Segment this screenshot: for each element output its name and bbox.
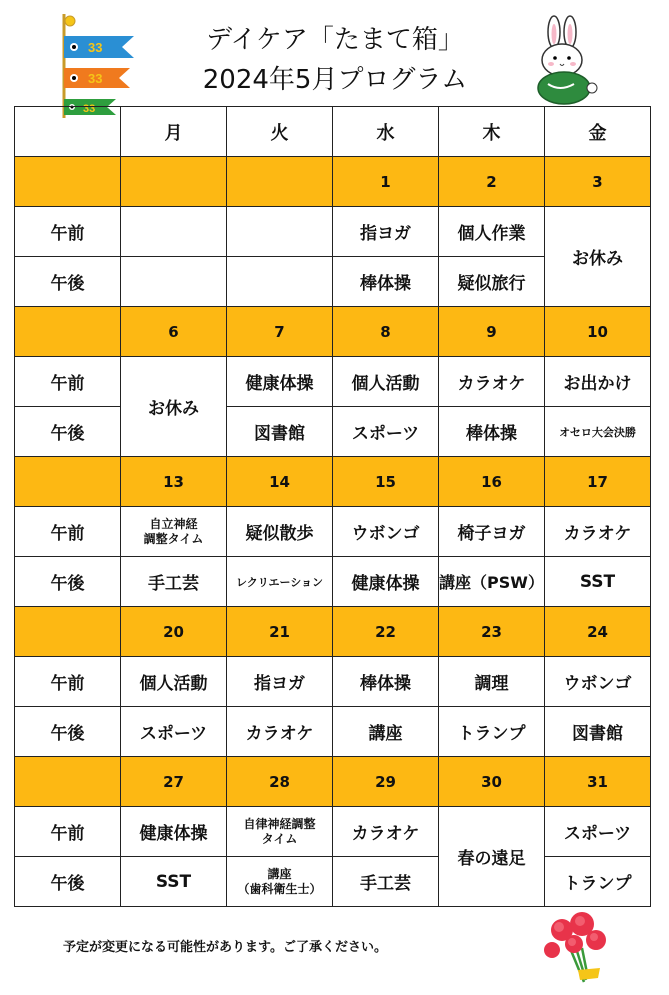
date-cell: 28 [227,757,333,807]
activity-cell: スポーツ [545,807,651,857]
activity-cell: 健康体操 [121,807,227,857]
date-cell: 15 [333,457,439,507]
date-row-label [15,607,121,657]
activity-cell: 調理 [439,657,545,707]
pm-label: 午後 [15,557,121,607]
pm-row [15,557,651,607]
date-cell: 23 [439,607,545,657]
activity-cell [121,257,227,307]
date-cell: 17 [545,457,651,507]
footer-note: 予定が変更になる可能性があります。ご了承ください。 [63,940,387,955]
activity-cell: 棒体操 [333,257,439,307]
date-cell: 20 [121,607,227,657]
date-row-label [15,157,121,207]
date-row-label [15,457,121,507]
activity-cell: カラオケ [333,807,439,857]
weekday-header: 火 [227,107,333,157]
activity-cell: 指ヨガ [227,657,333,707]
date-cell: 7 [227,307,333,357]
date-cell: 6 [121,307,227,357]
activity-cell: 手工芸 [121,557,227,607]
weekday-header: 金 [545,107,651,157]
am-row [15,507,651,557]
activity-cell: カラオケ [545,507,651,557]
date-row [15,157,651,207]
activity-cell: スポーツ [333,407,439,457]
pm-row [15,707,651,757]
pm-label: 午後 [15,857,121,907]
activity-cell [227,207,333,257]
svg-text:33: 33 [83,103,96,115]
activity-cell: SST [121,857,227,907]
activity-cell: 講座 [333,707,439,757]
activity-cell [121,207,227,257]
pm-label: 午後 [15,257,121,307]
activity-cell: 手工芸 [333,857,439,907]
activity-cell: スポーツ [121,707,227,757]
weekday-header-row [15,107,651,157]
activity-cell: レクリエーション [227,557,333,607]
activity-cell: 個人活動 [333,357,439,407]
date-cell: 24 [545,607,651,657]
activity-cell: お休み [545,207,651,307]
weekday-header: 月 [121,107,227,157]
activity-cell: 健康体操 [333,557,439,607]
weekday-header: 木 [439,107,545,157]
pm-row [15,407,651,457]
activity-cell: オセロ大会決勝 [545,407,651,457]
page-title-line2: 2024年5月プログラム [202,65,468,95]
date-cell: 29 [333,757,439,807]
date-cell: 22 [333,607,439,657]
am-label: 午前 [15,507,121,557]
date-cell: 27 [121,757,227,807]
activity-cell: SST [545,557,651,607]
am-row [15,207,651,257]
activity-cell: カラオケ [439,357,545,407]
date-cell: 10 [545,307,651,357]
activity-cell [227,257,333,307]
date-cell: 30 [439,757,545,807]
page-title-line1: デイケア「たまて箱」 [206,25,464,55]
activity-cell: ウボンゴ [545,657,651,707]
activity-cell: 春の遠足 [439,807,545,907]
date-cell: 14 [227,457,333,507]
date-row [15,757,651,807]
activity-cell: 疑似旅行 [439,257,545,307]
activity-cell: 個人作業 [439,207,545,257]
date-cell [227,157,333,207]
activity-cell: お出かけ [545,357,651,407]
date-cell: 2 [439,157,545,207]
activity-cell: 健康体操 [227,357,333,407]
activity-cell: 椅子ヨガ [439,507,545,557]
activity-cell: 自立神経 調整タイム [121,507,227,557]
date-cell [121,157,227,207]
date-row [15,607,651,657]
date-row-label [15,757,121,807]
date-cell: 1 [333,157,439,207]
date-cell: 21 [227,607,333,657]
activity-cell: 図書館 [545,707,651,757]
carnation-icon [540,908,612,988]
am-row [15,657,651,707]
activity-cell: ウボンゴ [333,507,439,557]
corner-cell [15,107,121,157]
activity-cell: 講座 （歯科衛生士） [227,857,333,907]
activity-cell: 自律神経調整 タイム [227,807,333,857]
date-row [15,457,651,507]
am-label: 午前 [15,207,121,257]
activity-cell: トランプ [439,707,545,757]
activity-cell: 講座（PSW） [439,557,545,607]
activity-cell: 図書館 [227,407,333,457]
weekday-header: 水 [333,107,439,157]
am-label: 午前 [15,657,121,707]
date-cell: 8 [333,307,439,357]
activity-cell: 棒体操 [333,657,439,707]
activity-cell: カラオケ [227,707,333,757]
date-cell: 3 [545,157,651,207]
activity-cell: 指ヨガ [333,207,439,257]
am-label: 午前 [15,357,121,407]
pm-label: 午後 [15,407,121,457]
date-cell: 13 [121,457,227,507]
date-cell: 16 [439,457,545,507]
activity-cell: 棒体操 [439,407,545,457]
date-cell: 31 [545,757,651,807]
am-row [15,357,651,407]
am-row [15,807,651,857]
activity-cell: 疑似散歩 [227,507,333,557]
activity-cell: トランプ [545,857,651,907]
activity-cell: お休み [121,357,227,457]
activity-cell: 個人活動 [121,657,227,707]
date-row-label [15,307,121,357]
date-row [15,307,651,357]
svg-text:33: 33 [88,40,103,55]
date-cell: 9 [439,307,545,357]
pm-label: 午後 [15,707,121,757]
am-label: 午前 [15,807,121,857]
svg-text:33: 33 [88,71,103,86]
schedule-table [14,106,651,907]
pm-row [15,857,651,907]
